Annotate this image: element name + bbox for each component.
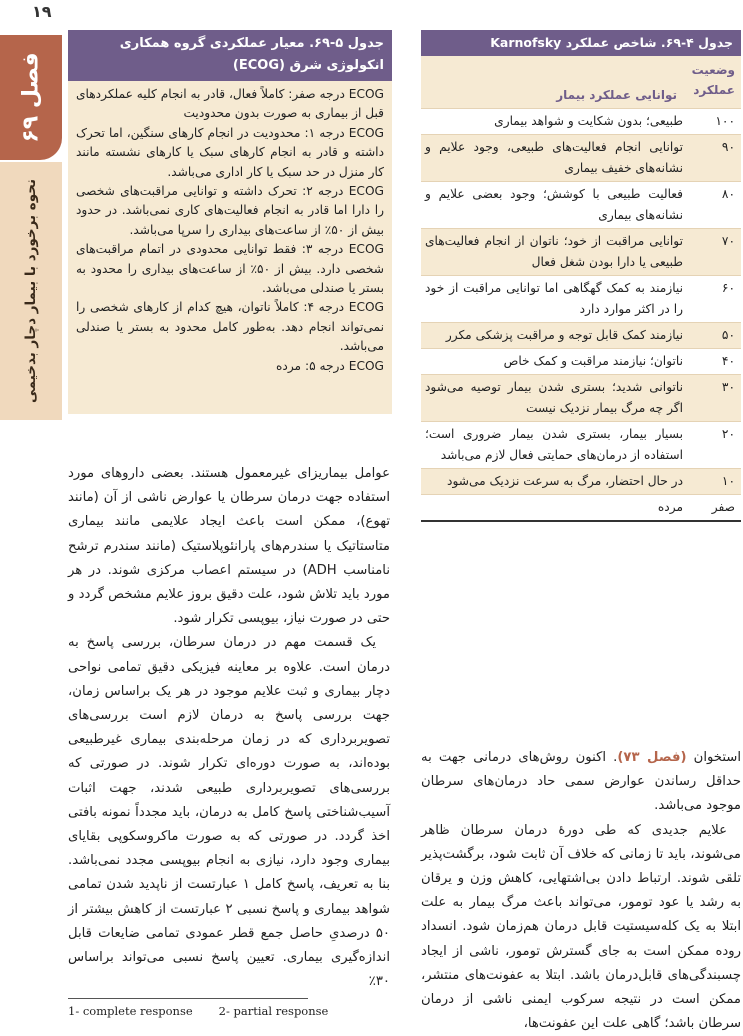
text-run: استخوان (686, 750, 742, 765)
status-cell: ۷۰ (721, 234, 735, 248)
karnofsky-table (421, 30, 741, 522)
table-row (421, 421, 741, 468)
ability-cell: نیازمند به کمک گهگاهی اما توانایی مراقبت از خود را در اکثر موارد دارد (425, 281, 683, 316)
ecog-table (68, 30, 392, 414)
ability-cell: نیازمند کمک قابل توجه و مراقبت پزشکی مکرر (445, 328, 683, 342)
ecog-item: ECOG درجه صفر: کاملاً فعال، قادر به انجام کلیه عملکردهای قبل از بیماری به صورت بدون محدودیت (75, 87, 384, 121)
chapter-reference-link[interactable]: (فصل ۷۳) (617, 750, 687, 765)
status-cell: ۲۰ (721, 427, 735, 441)
paragraph: علایم جدیدی که طی دورهٔ درمان سرطان ظاهر می‌شوند، باید تا زمانی که خلاف آن ثابت شود، برگشت‌پذیر تلقی شوند. ارتباط دادن بی‌اشتهایی، کاهش وزن و یرقان به رشد یا عود تومور، می‌تواند باعث مرگ بیمار به علت ابتلا به یک کله‌سیستیت قابل درمان هم‌زمان شود. انسداد روده ممکن است به جای گسترش تومور، ناشی از ایجاد چسبندگی‌های قابل‌درمان باشد. ابتلا به عفونت‌های منتشر، ممکن است در نتیجه سرکوب ایمنی ناشی از درمان سرطان باشد؛ گاهی علت این عفونت‌ها، (421, 822, 741, 1032)
chapter-subtitle: نحوه برخورد با بیمار دچار بدخیمی (23, 178, 40, 404)
table-row (421, 228, 741, 275)
paragraph: یک قسمت مهم در درمان سرطان، بررسی پاسخ به درمان است. علاوه بر معاینه فیزیکی دقیق تمامی نواحی دچار بیماری و ثبت علایم موجود در هر یک براساس زمان، جهت بررسی پاسخ به درمان لازم است بررسی‌های تصویربرداری که در زمان مرحله‌بندی بیماری غیرطبیعی بوده‌اند، به صورت دوره‌ای تکرار شوند. در صورتی که بررسی‌های تصویربرداری طبیعی شدند، جهت اثبات آسیب‌شناختی پاسخ کامل به درمان، باید مجدداً نمونه بافتی اخذ گردد. در صورتی که به صورت ماکروسکوپی بقایای بیماری وجود دارد، نیازی به انجام بیوپسی مجدد نمی‌باشد. بنا به تعریف، پاسخ کامل ۱ عبارتست از ناپدید شدن تمامی شواهد بیماری و پاسخ نسبی ۲ عبارتست از کاهش بیشتر از ۵۰ درصدیِ حاصل جمع قطر عمودی تمامی ضایعات قابل اندازه‌گیری بیماری. تعیین پاسخ نسبی می‌تواند براساس ۳۰٪ (68, 635, 390, 990)
ecog-item: ECOG درجه ۱: محدودیت در انجام کارهای سنگین، اما تحرک داشته و قادر به انجام کارهای سبک یا کارهای نشسته مانند کار منزل در حد سبک یا کار اداری می‌باشد. (76, 125, 384, 179)
status-cell: ۵۰ (721, 328, 735, 342)
status-cell: ۹۰ (721, 140, 735, 154)
ecog-item: ECOG درجه ۲: تحرک داشته و توانایی مراقبت‌های شخصی را دارا اما قادر به انجام فعالیت‌های کاری نمی‌باشد. در حدود بیش از ۵۰٪ از ساعت‌های بیداری را سرپا می‌باشد. (76, 184, 384, 237)
footnote-divider (68, 998, 308, 999)
table-row (421, 134, 741, 181)
column-header-status: وضعیت عملکرد (691, 63, 735, 97)
status-cell: ۸۰ (721, 187, 735, 201)
status-cell: ۶۰ (721, 281, 735, 295)
paragraph: عوامل بیماریزای غیرمعمول هستند. بعضی داروهای مورد استفاده جهت درمان سرطان یا عوارض ناشی از آن (مانند تهوع)، ممکن است باعث ایجاد علایمی مانند بیماری متاستاتیک یا سندرم‌های پارانئوپلاستیک (مانند سندرم ترشح نامناسب ADH) در سیستم اعصاب مرکزی شوند. در هر مورد باید تلاش شود، علت دقیق بروز علایم مشخص گردد و حتی در صورت نیاز، بیوپسی تکرار شود. (68, 466, 390, 627)
ecog-item: ECOG درجه ۳: فقط توانایی محدودی در اتمام مراقبت‌های شخصی دارد. بیش از ۵۰٪ از ساعت‌های بیداری را محدود به بستر یا صندلی می‌باشد. (76, 242, 384, 296)
ability-cell: ناتوان؛ نیازمند مراقبت و کمک خاص (503, 354, 683, 368)
ecog-item: ECOG درجه ۴: کاملاً ناتوان، هیچ کدام از کارهای شخصی را نمی‌تواند انجام دهد. به‌طور کامل محدود به بستر یا صندلی می‌باشد. (76, 300, 384, 354)
body-column-left (68, 462, 390, 994)
body-column-right (421, 746, 741, 1036)
ability-cell: توانایی انجام فعالیت‌های طبیعی، وجود علایم و نشانه‌های خفیف بیماری (425, 140, 683, 175)
table-row (421, 348, 741, 374)
footnote-item: 1- complete response (68, 1004, 193, 1018)
table-row (421, 494, 741, 520)
ecog-table-body (68, 81, 392, 380)
status-cell: ۳۰ (721, 380, 735, 394)
table-row (421, 181, 741, 228)
chapter-label: فصل ۶۹ (18, 52, 44, 143)
ability-cell: طبیعی؛ بدون شکایت و شواهد بیماری (494, 114, 683, 128)
ability-cell: توانایی مراقبت از خود؛ ناتوان از انجام فعالیت‌های طبیعی یا دارا بودن شغل فعال (425, 234, 683, 269)
ability-cell: مرده (657, 500, 683, 514)
table-row (421, 468, 741, 494)
karnofsky-table-rows (421, 108, 741, 520)
column-header-ability: توانایی عملکرد بیمار (556, 88, 677, 102)
ecog-item: ECOG درجه ۵: مرده (276, 358, 384, 373)
ability-cell: بسیار بیمار، بستری شدن بیمار ضروری است؛ استفاده از درمان‌های حمایتی فعال لازم می‌باشد (425, 427, 683, 462)
table-bottom-rule (421, 520, 741, 522)
text-run: . اکنون روش‌های درمانی جهت به حداقل رساندن عوارض سمی حاد درمان‌های سرطان موجود می‌باشد. (421, 750, 741, 814)
table-row (421, 374, 741, 421)
table-row (421, 322, 741, 348)
status-cell: صفر (711, 500, 735, 514)
ability-cell: ناتوانی شدید؛ بستری شدن بیمار توصیه می‌شود اگر چه مرگ بیمار نزدیک نیست (425, 380, 683, 415)
chapter-subtitle-strip (0, 162, 62, 420)
table-row (421, 108, 741, 134)
footnote-item: 2- partial response (218, 1004, 329, 1018)
ecog-table-title: جدول ۵-۶۹. معیار عملکردی گروه همکاری انکولوژی شرق (ECOG) (68, 30, 392, 81)
karnofsky-table-header (421, 56, 741, 108)
status-cell: ۱۰۰ (715, 114, 735, 128)
status-cell: ۱۰ (721, 474, 735, 488)
page-number: ۱۹ (32, 2, 52, 21)
ability-cell: فعالیت طبیعی با کوشش؛ وجود بعضی علایم و نشانه‌های بیماری (425, 187, 683, 222)
ability-cell: در حال احتضار، مرگ به سرعت نزدیک می‌شود (447, 474, 683, 488)
footnotes (68, 1004, 388, 1018)
paragraph (421, 746, 741, 819)
status-cell: ۴۰ (721, 354, 735, 368)
table-row (421, 275, 741, 322)
karnofsky-table-title: جدول ۴-۶۹. شاخص عملکرد Karnofsky (421, 30, 741, 56)
chapter-tab (0, 35, 62, 160)
